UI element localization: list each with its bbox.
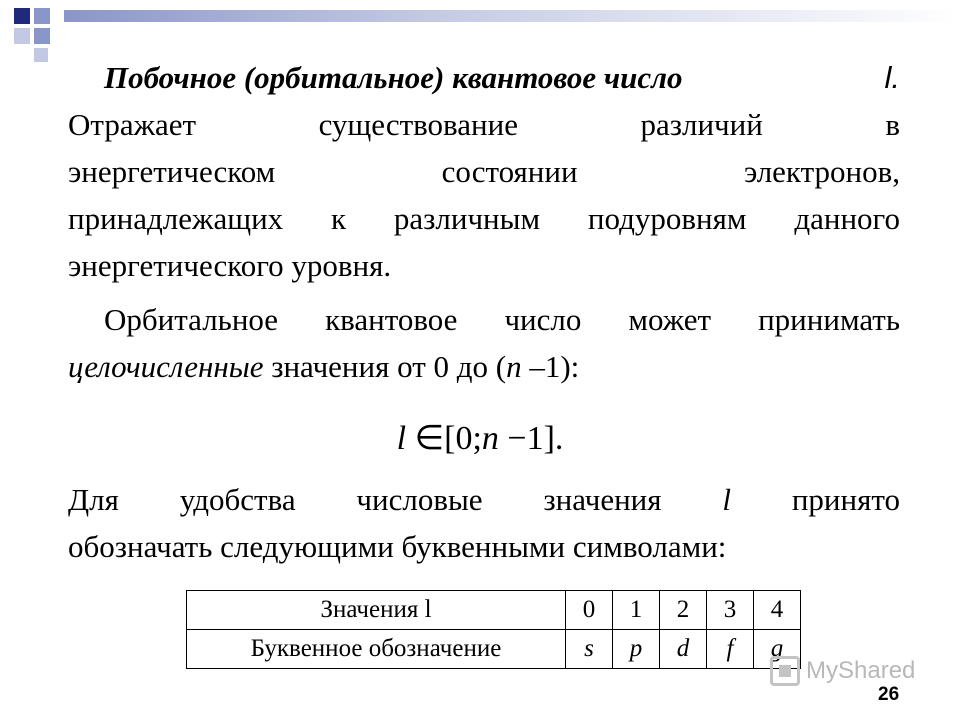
- table-cell: 2: [660, 591, 707, 630]
- p1-word: состоянии: [441, 154, 578, 189]
- table-cell: 4: [754, 591, 801, 630]
- p1-word: существование: [318, 107, 518, 142]
- table-row: [187, 591, 801, 630]
- formula-rest: −1].: [507, 420, 564, 457]
- p2-text: значения от 0 до (: [271, 349, 507, 384]
- watermark: [770, 656, 915, 686]
- table-cell: 3: [707, 591, 754, 630]
- p2-italic-word: целочисленные: [68, 349, 264, 384]
- decor-square-light: [34, 8, 50, 24]
- decor-square-dark: [14, 8, 30, 24]
- table-cell: 1: [613, 591, 660, 630]
- p1-word: Отражает: [68, 107, 197, 142]
- table-cell: s: [566, 630, 613, 669]
- p1-line-3: принадлежащих к различным подуровням данного: [68, 201, 900, 236]
- p2-n: n: [506, 349, 522, 384]
- table-header-values: [187, 591, 566, 630]
- orbital-symbols-table: [186, 590, 801, 669]
- watermark-text: MyShared: [806, 657, 916, 684]
- paragraph-3: [68, 476, 900, 570]
- table-row: [187, 630, 801, 669]
- p3-word: значения: [543, 482, 662, 517]
- p2-line-1: Орбитальное квантовое число может принимать: [104, 302, 900, 337]
- heading: [68, 54, 900, 101]
- table-header-letters: Буквенное обозначение: [187, 630, 566, 669]
- p1-word: энергетическом: [68, 154, 276, 189]
- watermark-logo-icon: [770, 656, 800, 686]
- formula: [0, 418, 960, 458]
- table-cell: g: [754, 630, 801, 669]
- decor-header-bar: [64, 10, 960, 22]
- p3-word: числовые: [356, 482, 483, 517]
- formula-l: l: [396, 420, 407, 457]
- p3-symbol-l: l: [722, 482, 731, 517]
- p3-line-2: обозначать следующими буквенными символами:: [68, 529, 727, 564]
- table-cell: p: [613, 630, 660, 669]
- p1-line-4: энергетического уровня.: [68, 248, 392, 283]
- formula-in: ∈: [414, 420, 445, 457]
- p3-word: удобства: [179, 482, 296, 517]
- p3-word: Для: [68, 482, 119, 517]
- paragraph-1: [68, 101, 900, 289]
- decor-square-pale: [14, 28, 30, 44]
- heading-symbol: l.: [884, 60, 900, 95]
- p3-word: принято: [791, 482, 900, 517]
- page-number: 26: [878, 684, 900, 705]
- paragraph-2: [68, 296, 900, 390]
- p2-line-2: [68, 343, 900, 390]
- values-label: Значения l: [320, 596, 432, 623]
- p1-word: в: [885, 107, 900, 142]
- table-cell: d: [660, 630, 707, 669]
- formula-interval: [0;: [444, 420, 482, 457]
- table-cell: f: [707, 630, 754, 669]
- decor-square-mid: [34, 28, 50, 44]
- table-cell: 0: [566, 591, 613, 630]
- formula-n: n: [481, 420, 499, 457]
- p2-end: –1):: [529, 349, 580, 384]
- heading-text: Побочное (орбитальное) квантовое число: [104, 60, 683, 95]
- p1-word: различий: [640, 107, 763, 142]
- decor-square-small: [34, 48, 48, 62]
- p1-word: электронов,: [743, 154, 900, 189]
